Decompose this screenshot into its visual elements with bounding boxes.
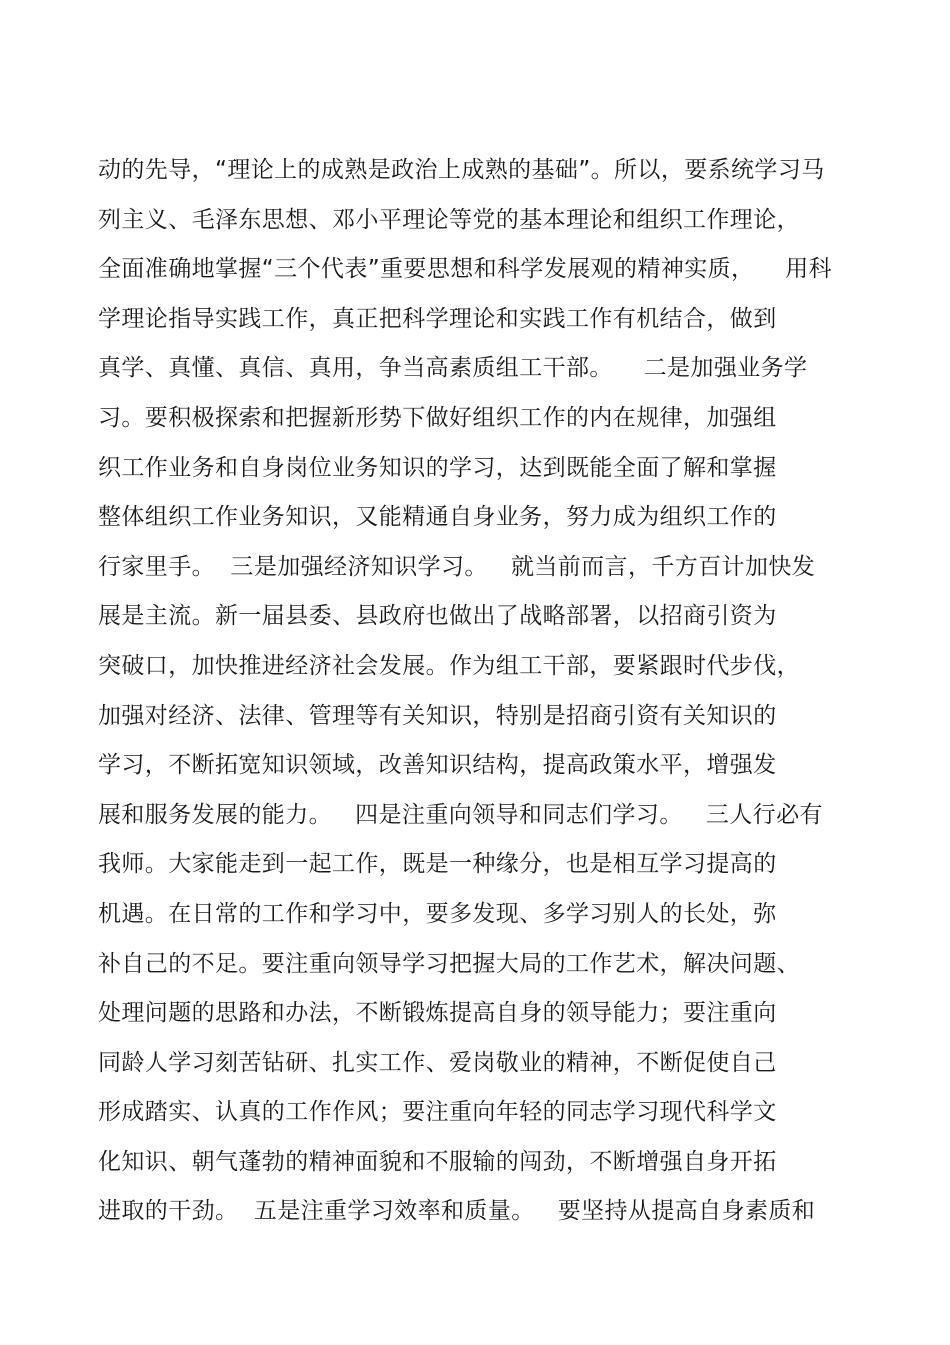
text-line: 织工作业务和自身岗位业务知识的学习，达到既能全面了解和掌握 bbox=[98, 454, 777, 481]
text-line: 加强对经济、法律、管理等有关知识，特别是招商引资有关知识的 bbox=[98, 702, 777, 729]
text-line: 处理问题的思路和办法，不断锻炼提高自身的领导能力；要注重向 bbox=[98, 1000, 777, 1027]
text-line: 突破口，加快推进经济社会发展。作为组工干部，要紧跟时代步伐， bbox=[98, 652, 800, 679]
text-line: 动的先导，“理论上的成熟是政治上成熟的基础”。所以，要系统学习马 bbox=[98, 157, 825, 183]
text-line: 学理论指导实践工作，真正把科学理论和实践工作有机结合，做到 bbox=[98, 305, 777, 332]
text-line: 学习，不断拓宽知识领域，改善知识结构，提高政策水平，增强发 bbox=[98, 752, 777, 779]
text-line: 形成踏实、认真的工作作风；要注重向年轻的同志学习现代科学文 bbox=[98, 1099, 777, 1126]
text-line: 真学、真懂、真信、真用，争当高素质组工干部。 二是加强业务学 bbox=[98, 355, 808, 382]
text-line: 列主义、毛泽东思想、邓小平理论等党的基本理论和组织工作理论， bbox=[98, 206, 800, 233]
text-line: 展和服务发展的能力。 四是注重向领导和同志们学习。 三人行必有 bbox=[98, 801, 823, 828]
text-line: 化知识、朝气蓬勃的精神面貌和不服输的闯劲，不断增强自身开拓 bbox=[98, 1148, 777, 1175]
text-line: 全面准确地掌握“三个代表”重要思想和科学发展观的精神实质， 用科 bbox=[98, 256, 833, 283]
text-line: 进取的干劲。 五是注重学习效率和质量。 要坚持从提高自身素质和 bbox=[98, 1198, 816, 1225]
text-line: 习。要积极探索和把握新形势下做好组织工作的内在规律，加强组 bbox=[98, 404, 777, 431]
text-line: 整体组织工作业务知识，又能精通自身业务，努力成为组织工作的 bbox=[98, 504, 777, 531]
body-text bbox=[98, 146, 858, 1237]
text-line: 同龄人学习刻苦钻研、扎实工作、爱岗敬业的精神，不断促使自己 bbox=[98, 1049, 777, 1076]
text-line: 补自己的不足。要注重向领导学习把握大局的工作艺术，解决问题、 bbox=[98, 950, 800, 977]
text-line: 展是主流。新一届县委、县政府也做出了战略部署，以招商引资为 bbox=[98, 603, 777, 630]
text-line: 机遇。在日常的工作和学习中，要多发现、多学习别人的长处，弥 bbox=[98, 900, 777, 927]
text-line: 行家里手。 三是加强经济知识学习。 就当前而言，千方百计加快发 bbox=[98, 553, 816, 580]
text-line: 我师。大家能走到一起工作，既是一种缘分，也是相互学习提高的 bbox=[98, 851, 777, 878]
